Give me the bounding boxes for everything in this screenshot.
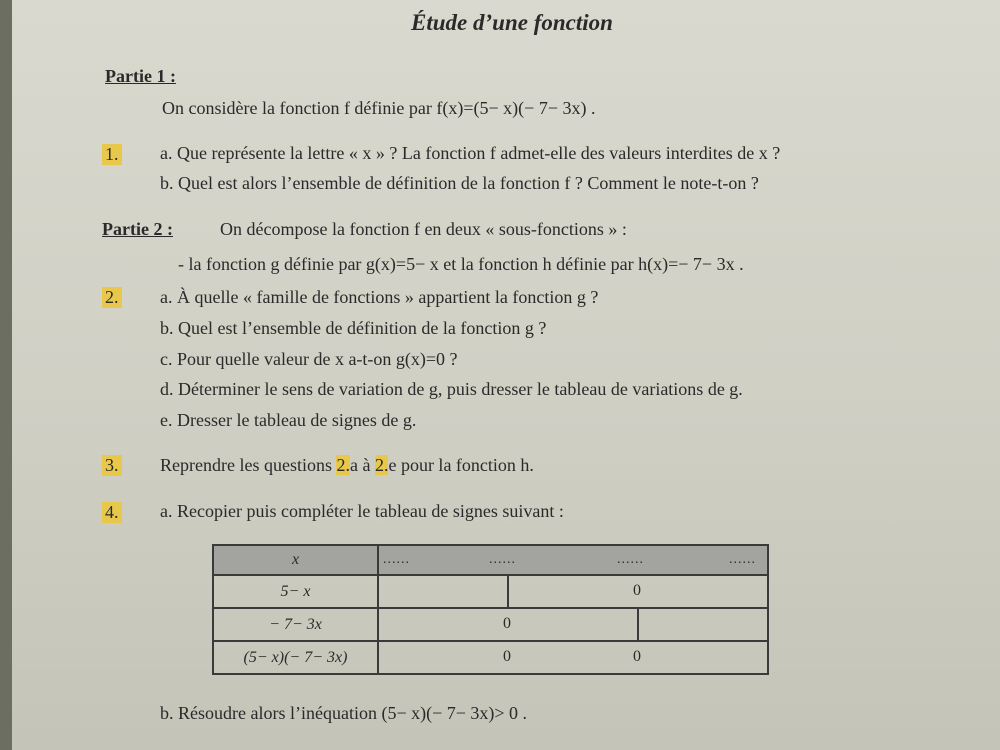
sign-table-row xyxy=(213,575,768,608)
question-3 xyxy=(160,455,534,476)
partie2-functions: - la fonction g définie par g(x)=5− x et la fonction h définie par h(x)=− 7− 3x . xyxy=(178,254,744,274)
question-1-number: 1. xyxy=(102,144,122,165)
question-3-number: 3. xyxy=(102,455,122,476)
question-3-text-end: e pour la fonction h. xyxy=(388,455,534,475)
question-2-number: 2. xyxy=(102,287,122,308)
sign-table-row-cells xyxy=(378,608,768,641)
question-4b: b. Résoudre alors l’inéquation (5− x)(− 7− 3x)> 0 . xyxy=(160,703,528,723)
sign-table-row xyxy=(213,641,768,674)
question-3-text-mid: a à xyxy=(349,455,375,475)
partie2-heading: Partie 2 : xyxy=(102,219,173,239)
sign-table-row-label: 5− x xyxy=(213,575,378,608)
x-value-placeholder-4: ...... xyxy=(729,552,756,567)
question-4a: a. Recopier puis compléter le tableau de signes suivant : xyxy=(160,501,564,521)
sign-table-header-values xyxy=(378,545,768,575)
question-2b: b. Quel est l’ensemble de définition de la fonction g ? xyxy=(160,318,547,338)
sign-table-row xyxy=(213,608,768,641)
sign-zero: 0 xyxy=(633,648,641,665)
x-value-placeholder-3: ...... xyxy=(617,552,644,567)
x-value-placeholder-2: ...... xyxy=(489,552,516,567)
question-3-text-pre: Reprendre les questions xyxy=(160,455,337,475)
sign-table-header-row xyxy=(213,545,768,575)
sign-table-x-label: x xyxy=(213,545,378,575)
sign-table xyxy=(212,544,769,675)
page-title: Étude d’une fonction xyxy=(411,10,613,35)
sign-zero: 0 xyxy=(633,582,641,599)
sign-table-row-label: (5− x)(− 7− 3x) xyxy=(213,641,378,674)
question-3-ref-end: 2. xyxy=(374,455,389,475)
sign-zero: 0 xyxy=(503,615,511,632)
sign-table-row-cells xyxy=(378,575,768,608)
worksheet-page xyxy=(12,0,1000,750)
question-3-ref-start: 2. xyxy=(336,455,350,475)
sign-zero: 0 xyxy=(503,648,511,665)
question-2c: c. Pour quelle valeur de x a-t-on g(x)=0 ? xyxy=(160,349,458,369)
partie1-heading: Partie 1 : xyxy=(105,66,176,86)
sign-table-row-cells xyxy=(378,641,768,674)
question-1b: b. Quel est alors l’ensemble de définition de la fonction f ? Comment le note-t-on ? xyxy=(160,173,759,193)
question-2e: e. Dresser le tableau de signes de g. xyxy=(160,410,417,430)
partie1-intro: On considère la fonction f définie par f(x)=(5− x)(− 7− 3x) . xyxy=(162,98,596,118)
question-4-number: 4. xyxy=(102,502,122,523)
x-value-placeholder-1: ...... xyxy=(383,552,410,567)
row-divider xyxy=(637,609,639,640)
question-2a: a. À quelle « famille de fonctions » appartient la fonction g ? xyxy=(160,287,599,307)
question-1a: a. Que représente la lettre « x » ? La fonction f admet-elle des valeurs interdites de x ? xyxy=(160,143,781,163)
partie2-intro: On décompose la fonction f en deux « sous-fonctions » : xyxy=(220,219,627,239)
question-2d: d. Déterminer le sens de variation de g, puis dresser le tableau de variations de g. xyxy=(160,379,743,399)
sign-table-row-label: − 7− 3x xyxy=(213,608,378,641)
row-divider xyxy=(507,576,509,607)
